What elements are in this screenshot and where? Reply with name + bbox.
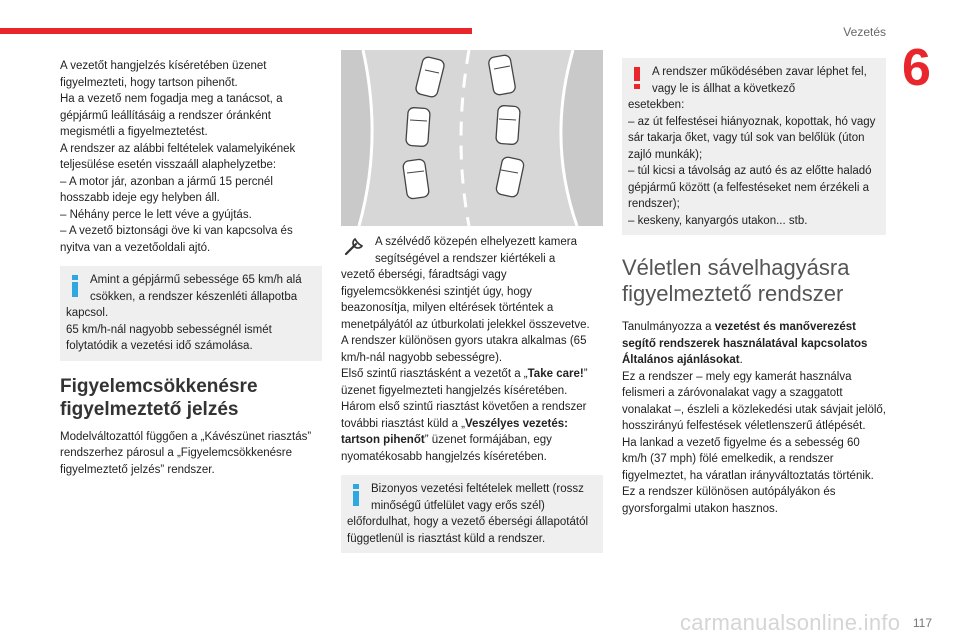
warning-note-lead: A rendszer működésében zavar léphet fel, vagy le is állhat a következő — [652, 66, 867, 95]
warning-note-text: esetekben: — [628, 99, 685, 111]
paragraph: Első szintű riasztásként a vezetőt a „Take care!” üzenet figyelmezteti hangjelzés kíséretében. — [341, 368, 588, 397]
paragraph: A rendszer különösen gyors utakra alkalmas (65 km/h-nál nagyobb sebességre). — [341, 335, 587, 364]
info-icon — [349, 484, 363, 506]
general-recommendations-reference: vezetést és manőverezést segítő rendszerek használatával kapcsolatos Általános ajánlásokat — [622, 321, 868, 366]
section-heading: Véletlen sávelhagyásra figyelmeztető rendszer — [622, 255, 850, 306]
page-number: 117 — [912, 616, 932, 630]
list-item: – A vezető biztonsági öve ki van kapcsolva és nyitva van a vezetőoldali ajtó. — [60, 225, 293, 254]
warning-note-box — [622, 58, 886, 235]
column-right — [622, 58, 886, 517]
info-note-text: előfordulhat, hogy a vezető éberségi állapotától függetlenül is riasztást küld a rendszer. — [347, 516, 589, 545]
watermark: carmanualsonline.info — [680, 610, 901, 635]
paragraph: Ha a vezető nem fogadja meg a tanácsot, a gépjármű leállításáig a rendszer óránként megismétli a figyelmeztetést. — [60, 93, 283, 138]
chapter-number: 6 — [902, 39, 931, 97]
section-title: Vezetés — [843, 25, 886, 39]
paragraph: Három első szintű riasztást követően a rendszer további riasztást küld a „Veszélyes vezetés: tartson pihenőt” üzenet formájában, egy nyomatékosabb hangjelzés kíséretében. — [341, 401, 587, 463]
list-item: – A motor jár, azonban a jármű 15 percnél hosszabb ideje egy helyben áll. — [60, 175, 273, 204]
dangerous-driving-message: Veszélyes vezetés: tartson pihenőt — [341, 417, 568, 446]
warning-icon — [630, 67, 644, 89]
list-item: – keskeny, kanyargós utakon... stb. — [628, 214, 808, 227]
info-note-lead: Amint a gépjármű sebessége 65 km/h alá csökken, a rendszer készenléti állapotba — [90, 274, 302, 303]
camera-description-lead: A szélvédő közepén elhelyezett kamera segítségével a rendszer kiértékeli a — [375, 236, 578, 265]
paragraph: Ez a rendszer – mely egy kamerát használva felismeri a záróvonalakat vagy a szaggatott vonalakat –, észleli a közlekedési utak sávjait jelölő, hosszirányú felfestések véletlenszerű átlépését. — [622, 370, 887, 432]
info-note-text: 65 km/h-nál nagyobb sebességnél ismét folytatódik a vezetési idő számolása. — [66, 323, 272, 352]
paragraph: Tanulmányozza a vezetést és manőverezést segítő rendszerek használatával kapcsolatos Általános ajánlásokat. — [622, 321, 868, 366]
info-note-box — [341, 475, 603, 553]
list-item: – az út felfestései hiányoznak, kopottak, hó vagy sár takarja őket, vagy túl sok van belőlük (úton zajló munkák); — [628, 115, 876, 161]
list-item: – túl kicsi a távolság az autó és az előtte haladó gépjármű között (a felfestéseket nem érzékeli a rendszer); — [628, 165, 872, 210]
top-accent-bar — [0, 28, 472, 34]
info-note-box — [60, 266, 322, 361]
paragraph: A rendszer az alábbi feltételek valamelyikének teljesülése esetén visszaáll alaphelyzetbe: — [60, 142, 296, 171]
column-left — [60, 58, 322, 478]
paragraph: A vezetőt hangjelzés kíséretében üzenet figyelmezteti, hogy tartson pihenőt. — [60, 60, 267, 89]
column-middle — [341, 50, 603, 553]
camera-description — [341, 234, 603, 333]
paragraph: vezető éberségi, fáradtsági vagy figyelemcsökkenési szintjét úgy, hogy beazonosítja, milyen eltérések történtek a menetpályától az útburkolati jelekkel összevetve. — [341, 269, 590, 331]
take-care-message: Take care! — [527, 368, 584, 380]
list-item: – Néhány perce le lett véve a gyújtás. — [60, 208, 252, 221]
lane-drift-illustration — [341, 50, 603, 226]
wrench-icon — [343, 235, 367, 257]
section-heading: Figyelemcsökkenésre figyelmeztető jelzés — [60, 375, 258, 420]
info-note-lead: Bizonyos vezetési feltételek mellett (rossz minőségű útfelület vagy erős szél) — [371, 483, 584, 512]
paragraph: Ez a rendszer különösen autópályákon és gyorsforgalmi utakon hasznos. — [622, 486, 836, 515]
paragraph: Ha lankad a vezető figyelme és a sebesség 60 km/h (37 mph) fölé emelkedik, a rendszer figyelmeztet, ha váratlan irányváltoztatás történik. — [622, 436, 874, 482]
paragraph: Modelváltozattól függően a „Kávészünet riasztás” rendszerhez párosul a „Figyelemcsökkenésre figyelmeztető jelzés” rendszer. — [60, 430, 312, 476]
info-note-text: kapcsol. — [66, 307, 109, 319]
info-icon — [68, 275, 82, 297]
